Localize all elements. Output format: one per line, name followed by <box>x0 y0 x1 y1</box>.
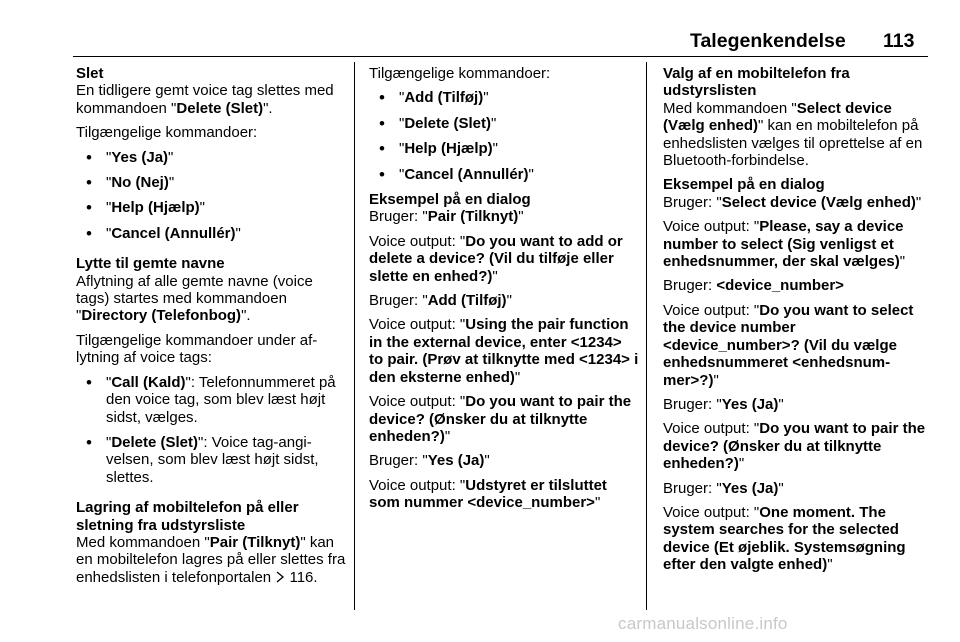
command-list <box>369 89 639 183</box>
section-heading-store: Lagring af mobiltelefon på eller sletning fra udstyrsliste <box>76 499 299 534</box>
section-heading-example: Eksempel på en dialog <box>369 191 531 209</box>
dialog-line: Voice output: "Do you want to pair the device? (Ønsker du at tilknytte enheden?)" <box>663 420 926 473</box>
list-item: • "Help (Hjælp)" <box>369 140 639 157</box>
command-list-1 <box>76 149 346 243</box>
list-item: • "Delete (Slet)": Voice tag-angivelsen, som blev læst højt sidst, slettes. <box>76 434 346 486</box>
page-number: 113 <box>883 30 915 52</box>
list-item: • "Cancel (Annullér)" <box>369 166 639 183</box>
paragraph-slet: En tidligere gemt voice tag slettes med kommandoen "Delete (Slet)". <box>76 82 334 117</box>
dialog-line: Bruger: <device_number> <box>663 277 844 295</box>
page-header-title: Talegenkendelse <box>690 30 846 52</box>
dialog-line: Bruger: "Add (Tilføj)" <box>369 292 512 310</box>
column-2 <box>369 65 639 519</box>
reference-arrow-icon <box>275 569 285 586</box>
section-heading-select: Valg af en mobiltelefon fra udstyrslisten <box>663 65 850 100</box>
list-item: • "Delete (Slet)" <box>369 115 639 132</box>
dialog-line: Voice output: "One moment. The system searches for the selected device (Et øjeblik. Systemsøgning efter den valgte enhed)" <box>663 503 906 574</box>
column-3 <box>663 65 933 581</box>
column-divider-1 <box>354 62 355 610</box>
paragraph-available-commands-2: Tilgængelige kommandoer under aflytning af voice tags: <box>76 331 318 367</box>
list-item: • "Yes (Ja)" <box>76 149 346 166</box>
paragraph-listen: Aflytning af alle gemte navne (voice tags) startes med kommandoen "Directory (Telefonbog)". <box>76 272 313 325</box>
dialog-line: Voice output: "Do you want to pair the device? (Ønsker du at tilknytte enheden?)" <box>369 393 632 445</box>
section-heading-listen: Lytte til gemte navne <box>76 255 225 273</box>
paragraph-select: Med kommandoen "Select device (Vælg enhed)" kan en mobiltelefon på enhedslisten vælges til oprettelse af en Bluetooth-forbindelse. <box>663 99 923 170</box>
column-1 <box>76 65 346 593</box>
list-item: • "Add (Tilføj)" <box>369 89 639 106</box>
command-list-2 <box>76 374 346 486</box>
dialog-line: Bruger: "Pair (Tilknyt)" <box>369 208 524 226</box>
dialog-line: Bruger: "Yes (Ja)" <box>663 479 784 497</box>
list-item: • "No (Nej)" <box>76 174 346 191</box>
dialog-line: Voice output: "Please, say a device number to select (Sig venligst et enhedsnummer, der skal vælges)" <box>663 218 906 271</box>
column-divider-2 <box>646 62 647 610</box>
dialog-line: Voice output: "Do you want to add or delete a device? (Vil du tilføje eller slette en enhed?)" <box>369 232 623 285</box>
dialog-line: Voice output: "Do you want to select the device number <device_number>? (Vil du vælge enhedsnummeret <enhedsnummer>?)" <box>663 301 914 389</box>
list-item: • "Help (Hjælp)" <box>76 199 346 216</box>
paragraph-available-commands: Tilgængelige kommandoer: <box>369 65 551 82</box>
page-reference[interactable]: 116. <box>289 568 318 586</box>
paragraph-store: Med kommandoen "Pair (Tilknyt)" kan en mobiltelefon lagres på eller slettes fra enhedslisten i telefonportalen 116. <box>76 533 346 586</box>
paragraph-available-commands: Tilgængelige kommandoer: <box>76 124 258 142</box>
section-heading-slet: Slet <box>76 65 104 82</box>
dialog-line: Bruger: "Yes (Ja)" <box>663 395 784 413</box>
section-heading-example: Eksempel på en dialog <box>663 176 825 194</box>
list-item: • "Call (Kald)": Telefonnummeret på den voice tag, som blev læst højt sidst, vælges. <box>76 374 346 426</box>
dialog-line: Bruger: "Yes (Ja)" <box>369 452 490 470</box>
dialog-line: Voice output: "Using the pair function in the external device, enter <1234> to pair. (Prøv at tilknytte med <1234> i den eksterne enhed)" <box>369 316 639 386</box>
dialog-line: Bruger: "Select device (Vælg enhed)" <box>663 193 922 211</box>
dialog-line: Voice output: "Udstyret er tilsluttet som nummer <device_number>" <box>369 476 607 512</box>
header-rule <box>73 56 928 57</box>
list-item: • "Cancel (Annullér)" <box>76 225 346 242</box>
watermark: carmanualsonline.info <box>618 614 788 633</box>
